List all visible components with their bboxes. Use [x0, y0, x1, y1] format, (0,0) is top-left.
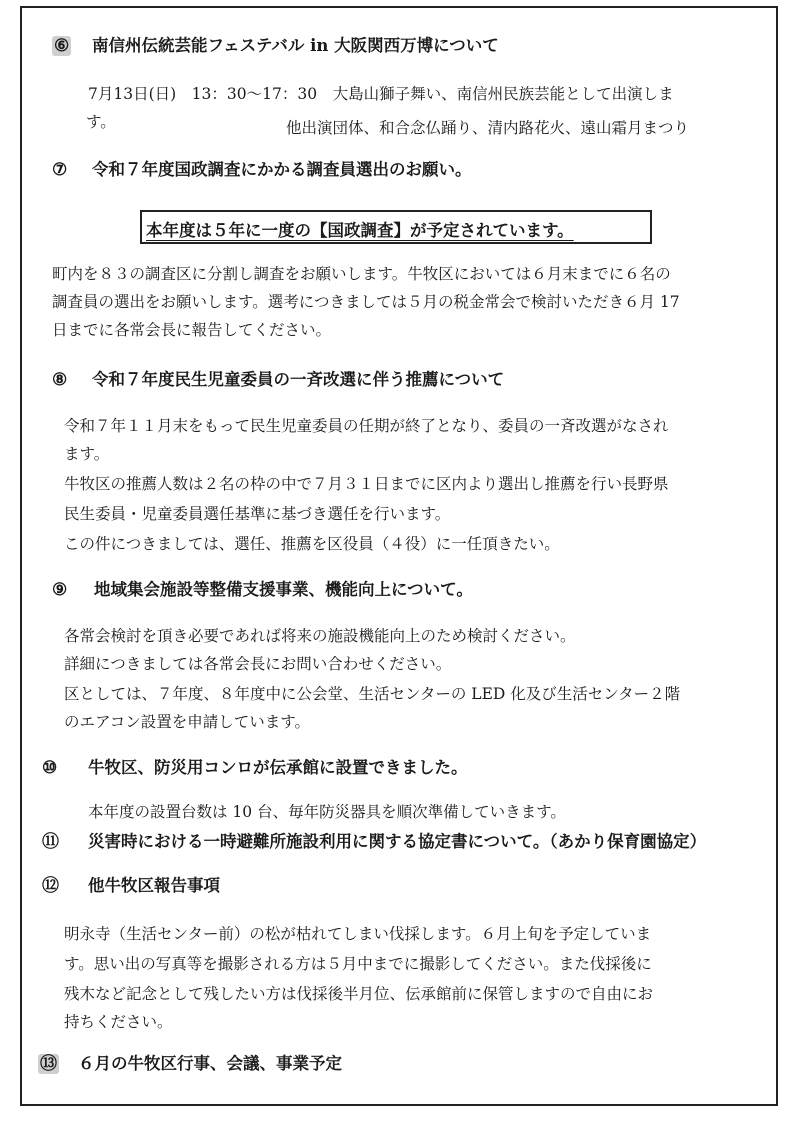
section-7-line-1: 町内を８３の調査区に分割し調査をお願いします。牛牧区においては６月末までに６名の: [52, 265, 671, 283]
section-8-heading: 令和７年度民生児童委員の一斉改選に伴う推薦について: [92, 370, 505, 389]
section-9-line-1: 各常会検討を頂き必要であれば将来の施設機能向上のため検討ください。: [64, 627, 576, 645]
section-9-heading: 地域集会施設等整備支援事業、機能向上について。: [94, 580, 473, 599]
item-number-7: ⑦: [52, 160, 68, 180]
section-12-heading: 他牛牧区報告事項: [88, 876, 220, 895]
section-6-line-3: 他出演団体、和合念仏踊り、清内路花火、遠山霜月まつり: [286, 119, 690, 137]
section-6-line-2: す。: [86, 113, 116, 131]
section-11-heading: 災害時における一時避難所施設利用に関する協定書について。（あかり保育園協定）: [88, 832, 707, 851]
section-12-line-4: 持ちください。: [64, 1013, 173, 1031]
item-number-11: ⑪: [42, 832, 59, 852]
item-number-6: ⑥: [54, 36, 70, 56]
section-7-line-3: 日までに各常会長に報告してください。: [52, 321, 332, 339]
section-13-heading: ６月の牛牧区行事、会議、事業予定: [78, 1054, 342, 1073]
section-9-line-4: のエアコン設置を申請しています。: [64, 713, 310, 731]
notice-box: [140, 210, 652, 244]
section-10-line-1: 本年度の設置台数は 10 台、毎年防災器具を順次準備していきます。: [88, 803, 566, 821]
section-6-heading: 南信州伝統芸能フェステバル in 大阪関西万博について: [92, 36, 499, 55]
section-6-line-1: 7月13日(日) 13：30～17：30 大島山獅子舞い、南信州民族芸能として出演しま: [88, 85, 674, 103]
section-8-line-2: ます。: [64, 445, 110, 463]
section-8-line-4: 民生委員・児童委員選任基準に基づき選任を行います。: [64, 505, 451, 523]
section-10-heading: 牛牧区、防災用コンロが伝承館に設置できました。: [88, 758, 468, 777]
item-number-12: ⑫: [42, 876, 59, 896]
section-12-line-3: 残木など記念として残したい方は伐採後半月位、伝承館前に保管しますので自由にお: [64, 985, 654, 1003]
item-number-13: ⑬: [40, 1054, 57, 1074]
section-8-line-3: 牛牧区の推薦人数は２名の枠の中で７月３１日までに区内より選出し推薦を行い長野県: [64, 475, 669, 493]
section-7-line-2: 調査員の選出をお願いします。選考につきましては５月の税金常会で検討いただき６月 17: [52, 293, 680, 311]
section-9-line-2: 詳細につきましては各常会長にお問い合わせください。: [64, 655, 452, 673]
notice-text: 本年度は５年に一度の【国政調査】が予定されています。: [146, 221, 574, 240]
section-8-line-5: この件につきましては、選任、推薦を区役員（４役）に一任頂きたい。: [64, 535, 560, 553]
item-number-10: ⑩: [42, 758, 58, 778]
section-7-heading: 令和７年度国政調査にかかる調査員選出のお願い。: [92, 160, 472, 179]
item-number-8: ⑧: [52, 370, 68, 390]
section-8-line-1: 令和７年１１月末をもって民生児童委員の任期が終了となり、委員の一斉改選がなされ: [64, 417, 669, 435]
section-12-line-2: す。思い出の写真等を撮影される方は５月中までに撮影してください。また伐採後に: [64, 955, 652, 973]
section-12-line-1: 明永寺（生活センター前）の松が枯れてしまい伐採します。６月上旬を予定していま: [64, 925, 652, 943]
item-number-9: ⑨: [52, 580, 68, 600]
section-9-line-3: 区としては、７年度、８年度中に公会堂、生活センターの LED 化及び生活センター２階: [64, 685, 681, 703]
